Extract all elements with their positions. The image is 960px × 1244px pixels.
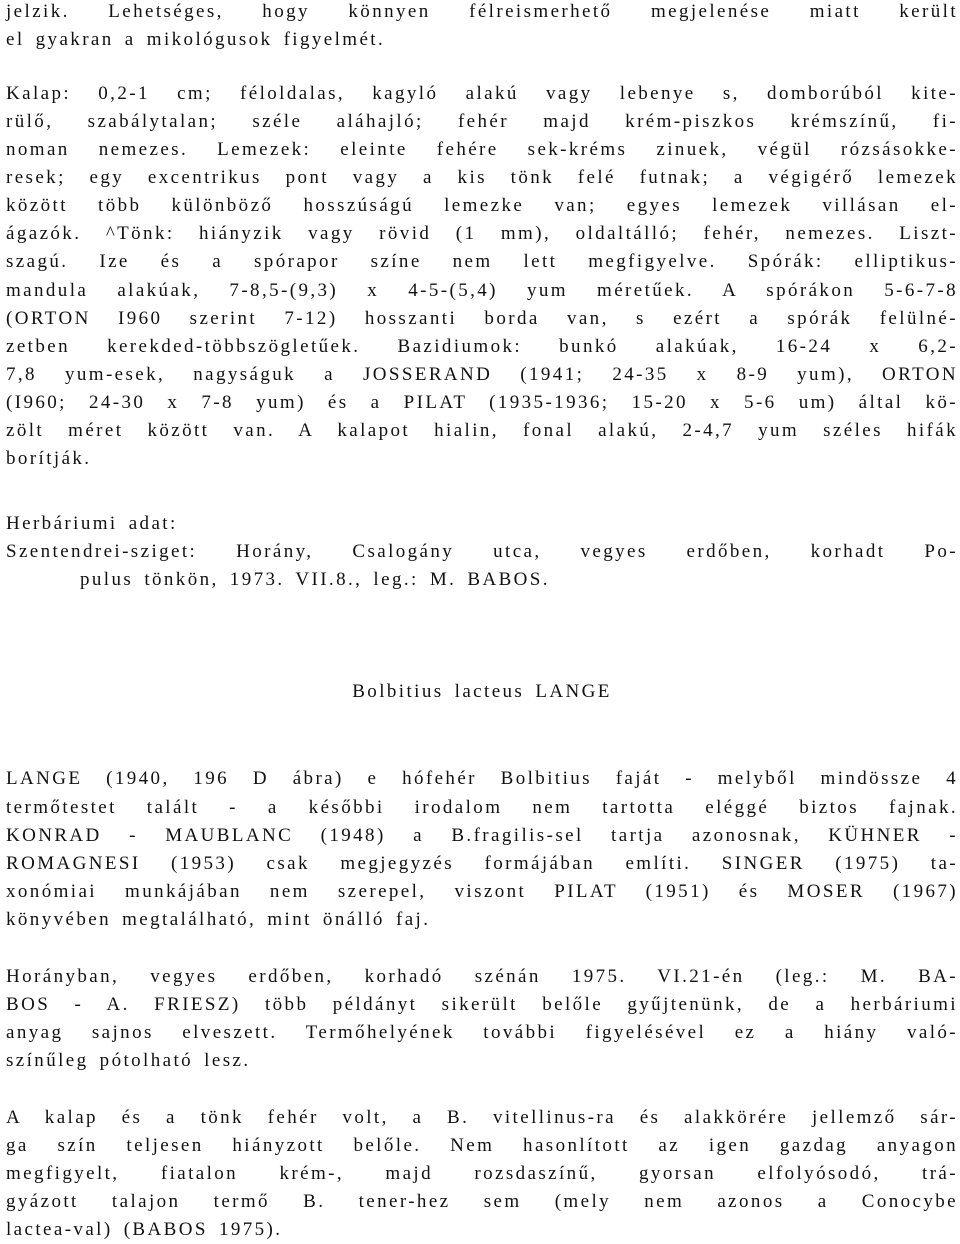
text-line: könyvében megtalálható, mint önálló faj.: [6, 909, 431, 930]
text-line: borítják.: [6, 448, 92, 469]
document-page: [6, 0, 958, 1244]
text-line: KONRAD - MAUBLANC (1948) a B.fragilis-sel tartja azonosnak, KÜHNER -: [6, 825, 958, 846]
text-line: A kalap és a tönk fehér volt, a B. vitellinus-ra és alakkörére jellemző sár-: [6, 1107, 958, 1128]
text-line: termőtestet talált - a későbbi irodalom nem tartotta eléggé biztos fajnak.: [6, 797, 958, 818]
text-line: (I960; 24-30 x 7-8 yum) és a PILAT (1935-1936; 15-20 x 5-6 um) által kö-: [6, 392, 958, 413]
text-line: ROMAGNESI (1953) csak megjegyzés formájában említi. SINGER (1975) ta-: [6, 853, 958, 874]
text-line: színűleg pótolható lesz.: [6, 1050, 251, 1071]
text-line: xonómiai munkájában nem szerepel, viszont PILAT (1951) és MOSER (1967): [6, 881, 958, 902]
herbarium-line: pulus tönkön, 1973. VII.8., leg.: M. BABOS.: [80, 569, 550, 590]
text-line: lactea-val) (BABOS 1975).: [6, 1219, 283, 1240]
text-line: el gyakran a mikológusok figyelmét.: [6, 29, 386, 50]
text-line: Horányban, vegyes erdőben, korhadó szénán 1975. VI.21-én (leg.: M. BA-: [6, 966, 958, 987]
text-line: szagú. Ize és a spórapor színe nem lett megfigyelve. Spórák: elliptikus-: [6, 251, 958, 272]
text-line: ágazók. ^Tönk: hiányzik vagy rövid (1 mm), oldaltálló; fehér, nemezes. Liszt-: [6, 223, 958, 244]
text-line: zölt méret között van. A kalapot hialin, fonal alakú, 2-4,7 yum széles hifák: [6, 420, 958, 441]
text-line: (ORTON I960 szerint 7-12) hosszanti borda van, s ezért a spórák felülné-: [6, 308, 958, 329]
text-line: ga szín teljesen hiányzott belőle. Nem hasonlított az igen gazdag anyagon: [6, 1135, 958, 1156]
text-line: LANGE (1940, 196 D ábra) e hófehér Bolbitius faját - melyből mindössze 4: [6, 768, 958, 789]
text-line: mandula alakúak, 7-8,5-(9,3) x 4-5-(5,4) yum méretűek. A spórákon 5-6-7-8: [6, 280, 958, 301]
text-line: BOS - A. FRIESZ) több példányt sikerült belőle gyűjtenünk, de a herbáriumi: [6, 994, 958, 1015]
text-line: resek; egy excentrikus pont vagy a kis tönk felé futnak; a végigérő lemezek: [6, 167, 958, 188]
text-line: Kalap: 0,2-1 cm; féloldalas, kagyló alakú vagy lebenye s, domborúból kite-: [6, 83, 958, 104]
text-line: anyag sajnos elveszett. Termőhelyének további figyelésével ez a hiány való-: [6, 1022, 958, 1043]
text-line: gyázott talajon termő B. tener-hez sem (mely nem azonos a Conocybe: [6, 1191, 958, 1212]
text-line: jelzik. Lehetséges, hogy könnyen félreismerhető megjelenése miatt került: [6, 1, 958, 22]
text-line: megfigyelt, fiatalon krém-, majd rozsdaszínű, gyorsan elfolyósodó, trá-: [6, 1163, 958, 1184]
herbarium-line: Szentendrei-sziget: Horány, Csalogány utca, vegyes erdőben, korhadt Po-: [6, 541, 958, 562]
text-line: noman nemezes. Lemezek: eleinte fehére sek-kréms zinuek, végül rózsásokke-: [6, 139, 958, 160]
text-line: rülő, szabálytalan; széle aláhajló; fehér majd krém-piszkos krémszínű, fi-: [6, 111, 958, 132]
herbarium-heading: Herbáriumi adat:: [6, 513, 178, 534]
text-line: között több különböző hosszúságú lemezke van; egyes lemezek villásan el-: [6, 195, 958, 216]
text-line: 7,8 yum-esek, nagyságuk a JOSSERAND (1941; 24-35 x 8-9 yum), ORTON: [6, 364, 958, 385]
species-title: Bolbitius lacteus LANGE: [352, 681, 612, 702]
text-line: zetben kerekded-többszögletűek. Bazidiumok: bunkó alakúak, 16-24 x 6,2-: [6, 336, 958, 357]
